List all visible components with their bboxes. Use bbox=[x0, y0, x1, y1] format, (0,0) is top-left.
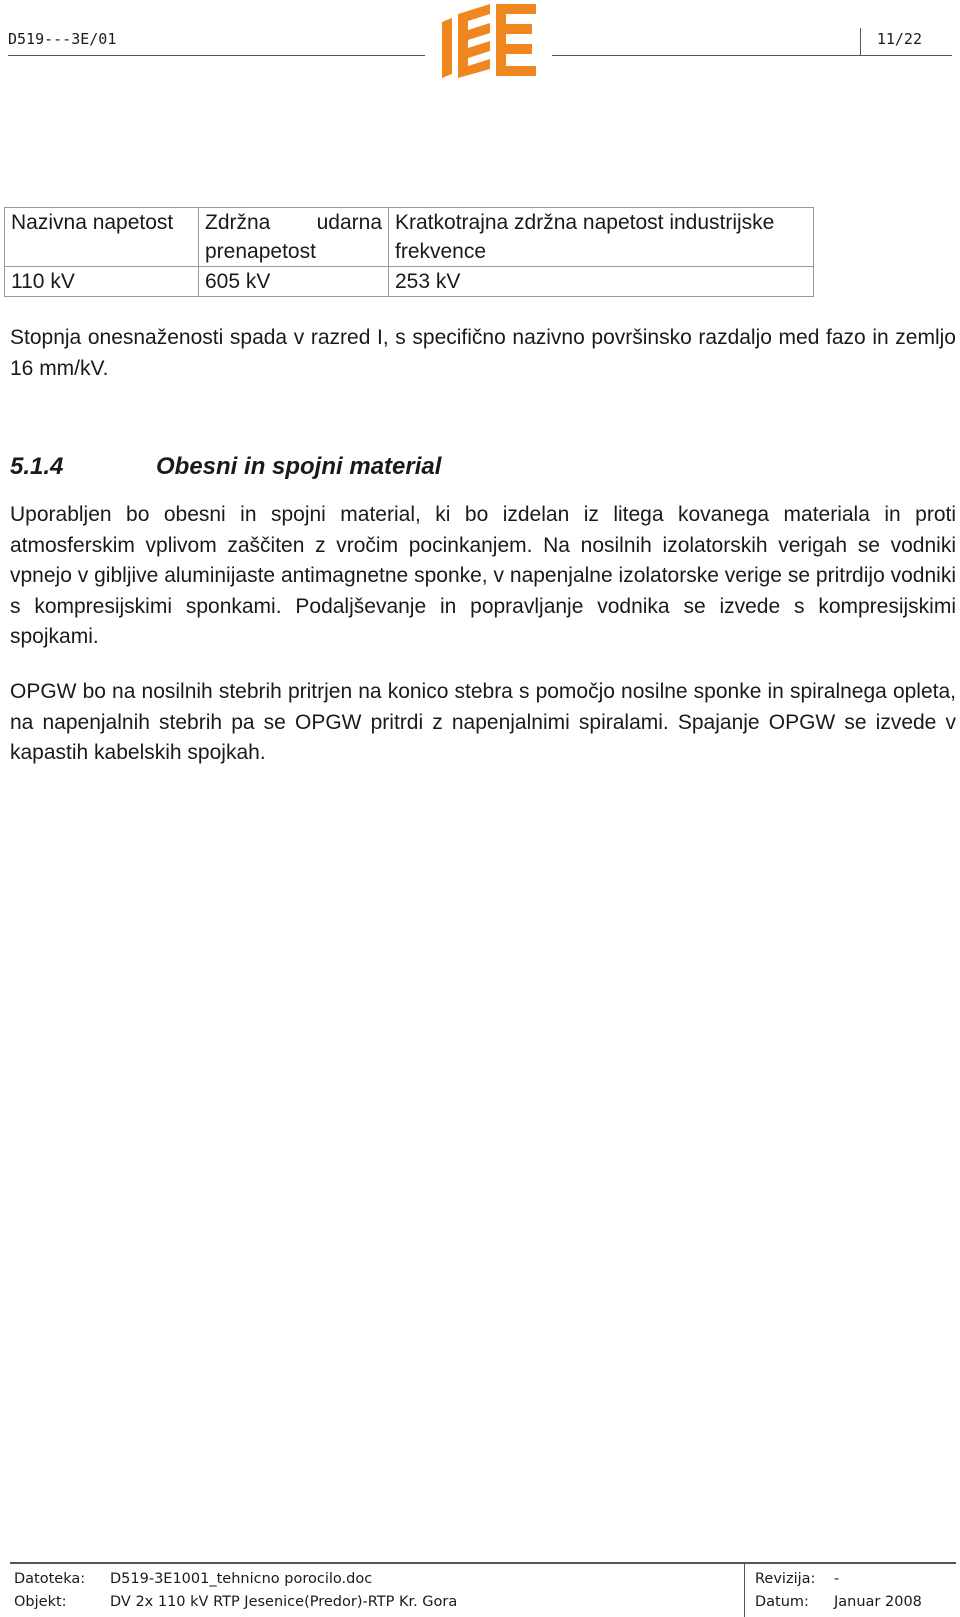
section-title: Obesni in spojni material bbox=[156, 453, 442, 480]
header-overvoltage: prenapetost bbox=[205, 240, 316, 263]
voltage-table bbox=[4, 207, 814, 297]
footer-date-label: Datum: bbox=[755, 1594, 809, 1610]
section-number: 5.1.4 bbox=[10, 453, 64, 480]
footer-column-separator bbox=[744, 1564, 745, 1617]
opgw-paragraph: OPGW bo na nosilnih stebrih pritrjen na konico stebra s pomočjo nosilne sponke in spiralnega opleta, na napenjalnih stebrih pa se OPGW pritrdi z napenjalnimi spiralami. Spajanje OPGW se izvede v kapastih kabelskih spojkah. bbox=[10, 680, 956, 764]
header-short-duration: Kratkotrajna zdržna napetost industrijske bbox=[395, 211, 775, 234]
ibe-logo-mark bbox=[442, 4, 536, 78]
footer-object-label: Objekt: bbox=[14, 1594, 67, 1610]
footer-divider bbox=[10, 1562, 956, 1564]
table-row bbox=[5, 267, 814, 297]
footer-date-value: Januar 2008 bbox=[834, 1594, 922, 1610]
pollution-paragraph: Stopnja onesnaženosti spada v razred I, s specifično nazivno površinsko razdaljo med fazo in zemljo 16 mm/kV. bbox=[10, 326, 956, 380]
document-code: D519---3E/01 bbox=[8, 30, 117, 48]
footer-object-value: DV 2x 110 kV RTP Jesenice(Predor)-RTP Kr. Gora bbox=[110, 1594, 458, 1610]
footer-file-label: Datoteka: bbox=[14, 1571, 86, 1587]
cell-impulse-voltage: 605 kV bbox=[199, 267, 389, 297]
material-paragraph: Uporabljen bo obesni in spojni material, ki bo izdelan iz litega kovanega materiala in proti atmosferskim vplivom zaščiten z vročim pocinkanjem. Na nosilnih izolatorskih verigah se vodniki vpnejo v gibljive aluminijaste antimagnetne sponke, v napenjalne izolatorske verige se pritrdijo vodniki s kompresijskimi sponkami. Podaljševanje in popravljanje vodnika se izvede s kompresijskimi spojkami. bbox=[10, 503, 956, 648]
header-withstand-word: Zdržna bbox=[205, 211, 271, 234]
table-header-cell bbox=[199, 208, 389, 267]
table-header-cell bbox=[5, 208, 199, 267]
header-divider-left bbox=[8, 55, 425, 56]
header-page-separator bbox=[860, 28, 861, 56]
header-nominal-voltage: Nazivna napetost bbox=[11, 211, 174, 234]
table-header-row bbox=[5, 208, 814, 267]
ibe-logo bbox=[440, 4, 540, 78]
header-frequency: frekvence bbox=[395, 240, 487, 263]
cell-nominal-voltage: 110 kV bbox=[5, 267, 199, 297]
footer-revision-label: Revizija: bbox=[755, 1571, 816, 1587]
header-impulse-word: udarna bbox=[316, 211, 382, 234]
table-header-cell bbox=[389, 208, 814, 267]
footer-revision-value: - bbox=[834, 1571, 840, 1587]
cell-power-frequency-voltage: 253 kV bbox=[389, 267, 814, 297]
header-divider-right bbox=[552, 55, 952, 56]
footer-file-value: D519-3E1001_tehnicno porocilo.doc bbox=[110, 1571, 373, 1587]
page-number: 11/22 bbox=[876, 30, 922, 48]
